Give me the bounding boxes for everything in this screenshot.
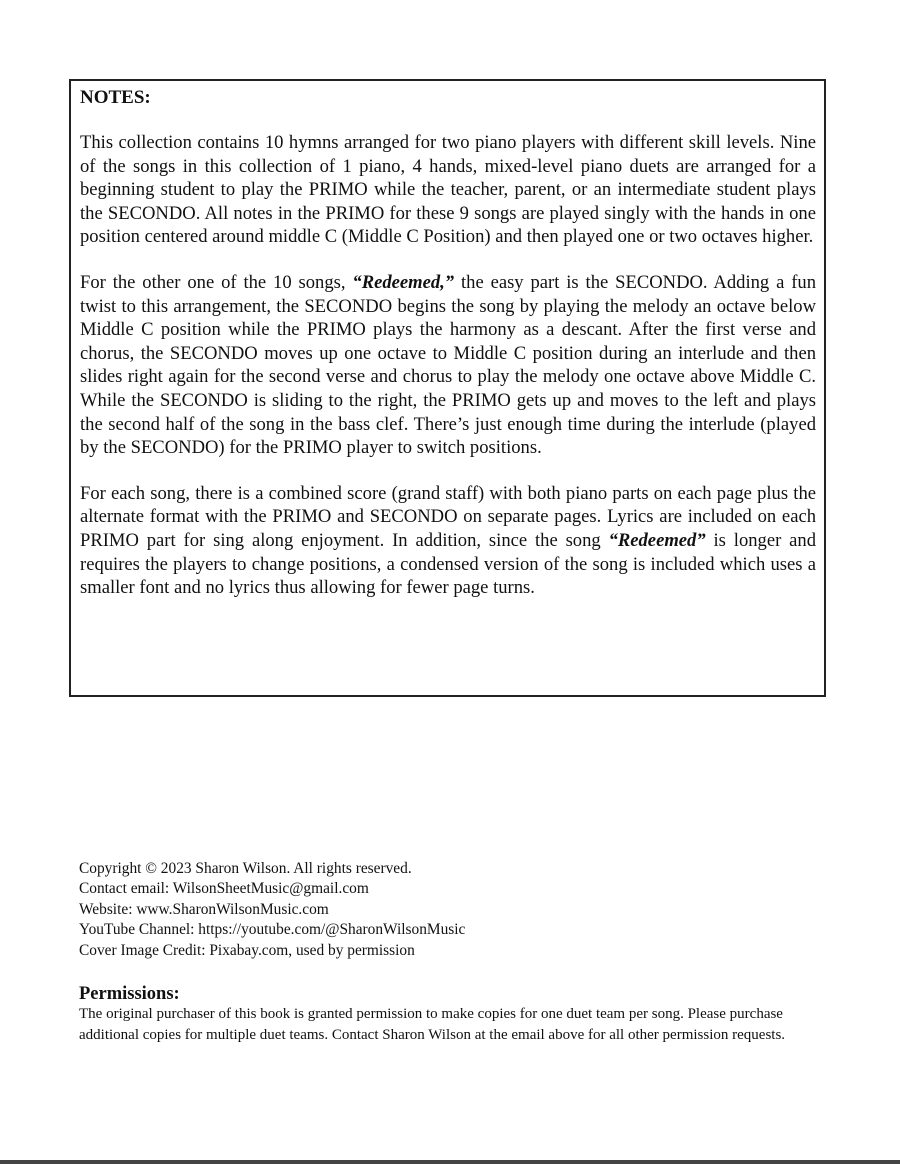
paragraph-3-intro: For each song, there is a combined score (grand staff) with both piano parts on each page plus the alternate format with the PRIMO and SECONDO on separate pages. Lyrics are included on each PRIMO part for sing along enjoyment. In addition, since the song <box>80 482 816 551</box>
website-line: Website: www.SharonWilsonMusic.com <box>79 900 329 918</box>
notes-paragraph-3 <box>80 482 816 600</box>
song-title-redeemed: “Redeemed,” <box>352 271 455 293</box>
cover-image-credit-line: Cover Image Credit: Pixabay.com, used by permission <box>79 941 415 959</box>
permissions-heading: Permissions: <box>79 984 180 1004</box>
credits-block <box>79 859 819 961</box>
paragraph-3-body: is longer and requires the players to change positions, a condensed version of the song is included which uses a smaller font and no lyrics thus allowing for fewer page turns. <box>80 529 816 599</box>
permissions-text: The original purchaser of this book is granted permission to make copies for one duet team per song. Please purchase additional copies for multiple duet teams. Contact Sharon Wilson at the email above for all other permission requests. <box>79 1006 786 1043</box>
notes-box <box>69 79 826 697</box>
paragraph-2-body: the easy part is the SECONDO. Adding a fun twist to this arrangement, the SECONDO begins the song by playing the melody an octave below Middle C position while the PRIMO plays the harmony as a descant. After the first verse and chorus, the SECONDO moves up one octave to Middle C position during an interlude and then slides right again for the second verse and chorus to play the melody one octave above Middle C. While the SECONDO is sliding to the right, the PRIMO gets up and moves to the left and plays the second half of the song in the bass clef. There’s just enough time during the interlude (played by the SECONDO) for the PRIMO player to switch positions. <box>80 271 816 459</box>
copyright-line: Copyright © 2023 Sharon Wilson. All rights reserved. <box>79 860 412 877</box>
notes-paragraph-1: This collection contains 10 hymns arranged for two piano players with different skill levels. Nine of the songs in this collection of 1 piano, 4 hands, mixed-level piano duets are arranged for a beginning student to play the PRIMO while the teacher, parent, or an intermediate student plays the SECONDO. All notes in the PRIMO for these 9 songs are played singly with the hands in one position centered around middle C (Middle C Position) and then played one or two octaves higher. <box>80 132 816 248</box>
contact-email-line: Contact email: WilsonSheetMusic@gmail.com <box>79 880 369 898</box>
youtube-channel-line: YouTube Channel: https://youtube.com/@SharonWilsonMusic <box>79 921 466 939</box>
song-title-redeemed-2: “Redeemed” <box>608 529 706 551</box>
notes-paragraph-2 <box>80 271 816 460</box>
paragraph-2-intro: For the other one of the 10 songs, <box>80 271 353 293</box>
page-bottom-border <box>0 1160 900 1164</box>
notes-heading: NOTES: <box>80 87 151 108</box>
